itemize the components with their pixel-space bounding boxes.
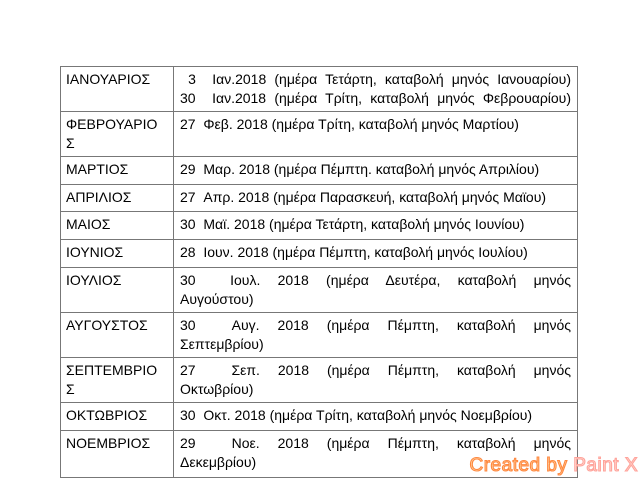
payment-line: 27 Σεπ. 2018 (ημέρα Πέμπτη, καταβολή μηνός <box>180 362 571 378</box>
watermark-created-by-text: Created by <box>469 455 568 476</box>
payment-detail-cell <box>174 268 578 313</box>
payment-line: Δεκεμβρίου) <box>180 454 257 470</box>
table-row <box>61 67 578 112</box>
payment-line: Οκτωβρίου) <box>180 381 254 397</box>
month-cell: ΟΚΤΩΒΡΙΟΣ <box>61 403 174 431</box>
table-row <box>61 313 578 358</box>
payment-line: 28 Ιουν. 2018 (ημέρα Πέμπτη, καταβολή μηνός Ιουλίου) <box>180 244 528 260</box>
month-cell: ΝΟΕΜΒΡΙΟΣ <box>61 431 174 478</box>
payment-detail-cell <box>174 403 578 431</box>
payment-detail-cell <box>174 212 578 240</box>
payment-line: 29 Νοε. 2018 (ημέρα Πέμπτη, καταβολή μηνός <box>180 435 571 451</box>
month-cell: ΙΑΝΟΥΑΡΙΟΣ <box>61 67 174 112</box>
payment-detail-cell <box>174 240 578 268</box>
month-cell: ΦΕΒΡΟΥΑΡΙΟΣ <box>61 112 174 157</box>
payment-detail-cell <box>174 67 578 112</box>
payment-detail-cell <box>174 112 578 157</box>
payment-line: 30 Οκτ. 2018 (ημέρα Τρίτη, καταβολή μηνός Νοεμβρίου) <box>180 407 533 423</box>
table-row <box>61 112 578 157</box>
table-row <box>61 185 578 212</box>
payment-line: 27 Φεβ. 2018 (ημέρα Τρίτη, καταβολή μηνός Μαρτίου) <box>180 116 519 132</box>
watermark-app-name: Paint X <box>573 455 638 476</box>
payment-schedule-table <box>60 66 578 478</box>
payment-line: 29 Μαρ. 2018 (ημέρα Πέμπτη. καταβολή μηνός Απριλίου) <box>180 161 540 177</box>
payment-line: 30 Ιουλ. 2018 (ημέρα Δευτέρα, καταβολή μηνός <box>180 272 571 288</box>
payment-detail-cell <box>174 157 578 185</box>
payment-line: Αυγούστου) <box>180 291 254 307</box>
payment-detail-cell <box>174 358 578 403</box>
table-row <box>61 268 578 313</box>
payment-line: 30 Αυγ. 2018 (ημέρα Πέμπτη, καταβολή μηνός <box>180 317 571 333</box>
month-cell: ΑΥΓΟΥΣΤΟΣ <box>61 313 174 358</box>
month-cell: ΜΑΙΟΣ <box>61 212 174 240</box>
payment-line: Σεπτεμβρίου) <box>180 336 264 352</box>
table-row <box>61 403 578 431</box>
month-cell: ΜΑΡΤΙΟΣ <box>61 157 174 185</box>
table-row <box>61 358 578 403</box>
month-cell: ΙΟΥΛΙΟΣ <box>61 268 174 313</box>
payment-line: 27 Απρ. 2018 (ημέρα Παρασκευή, καταβολή μηνός Μαϊου) <box>180 189 547 205</box>
paint-x-watermark <box>470 455 639 477</box>
payment-line: 30 Μαϊ. 2018 (ημέρα Τετάρτη, καταβολή μηνός Ιουνίου) <box>180 216 525 232</box>
payment-line: 3 Ιαν.2018 (ημέρα Τετάρτη, καταβολή μηνός Ιανουαρίου) <box>180 71 571 87</box>
table-row <box>61 240 578 268</box>
month-cell: ΙΟΥΝΙΟΣ <box>61 240 174 268</box>
table-row <box>61 157 578 185</box>
table-row <box>61 212 578 240</box>
payment-detail-cell <box>174 185 578 212</box>
payment-detail-cell <box>174 313 578 358</box>
payment-line: 30 Ιαν.2018 (ημέρα Τρίτη, καταβολή μηνός Φεβρουαρίου) <box>180 90 571 106</box>
month-cell: ΣΕΠΤΕΜΒΡΙΟΣ <box>61 358 174 403</box>
month-cell: ΑΠΡΙΛΙΟΣ <box>61 185 174 212</box>
